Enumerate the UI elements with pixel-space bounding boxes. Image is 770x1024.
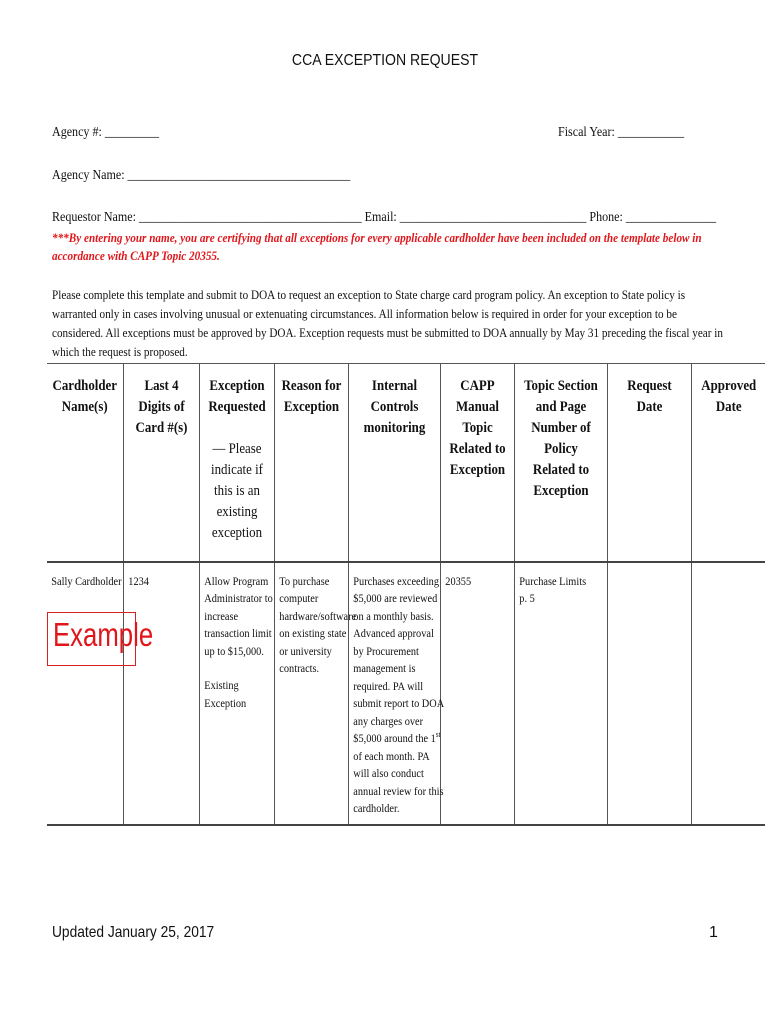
col-header-exception-note: — Please indicate if this is an existing exception [210,441,263,541]
requestor-line[interactable]: Requestor Name: _____________________________________ Email: _______________________________ Phone: _______________ [52,210,717,225]
col-header-topic-section: Topic Section and Page Number of Policy Related to Exception [514,364,607,562]
example-stamp-label: Example [53,616,154,653]
cell-exception[interactable] [199,562,274,825]
cell-approved-date[interactable] [691,562,765,825]
col-header-request-date: Request Date [607,364,691,562]
col-header-approved-date: Approved Date [691,364,765,562]
cell-cardholder[interactable]: Sally Cardholder [47,562,123,825]
topic-section-line2: p. 5 [518,591,535,605]
cell-request-date[interactable] [607,562,691,825]
exception-table [47,363,765,826]
instructions-paragraph: Please complete this template and submit to DOA to request an exception to State charge card program policy. An exception to State policy is warranted only in cases involving unusual or extenuating circumstances. All information below is required in order for your exception to be considered. All exceptions must be approved by DOA. Exception requests must be submitted to DOA annually by May 31 preceding the fiscal year in which the request is proposed. [52,287,723,359]
cell-reason[interactable]: To purchase computer hardware/software on existing state or university contracts. [274,562,348,825]
cell-last4[interactable]: 1234 [123,562,199,825]
table-row [47,562,765,825]
col-header-controls: Internal Controls monitoring [348,364,440,562]
updated-date: Updated January 25, 2017 [52,924,215,941]
col-header-reason: Reason for Exception [274,364,348,562]
page-title: CCA EXCEPTION REQUEST [291,52,479,69]
fiscal-year-field[interactable]: Fiscal Year: ___________ [558,125,685,140]
exception-text: Allow Program Administrator to increase transaction limit up to $15,000. [203,573,273,658]
agency-number-field[interactable]: Agency #: _________ [52,125,160,140]
col-header-exception [199,364,274,562]
col-header-exception-label: Exception Requested [207,378,266,415]
table-header-row [47,364,765,562]
col-header-last4: Last 4 Digits of Card #(s) [123,364,199,562]
col-header-cardholder: Cardholder Name(s) [47,364,123,562]
cell-topic-section[interactable] [514,562,607,825]
agency-name-field[interactable]: Agency Name: _____________________________________ [52,168,351,183]
cell-capp-topic[interactable]: 20355 [440,562,514,825]
controls-superscript: st [435,730,440,739]
page-number: 1 [709,924,718,941]
controls-text-2: of each month. PA will also conduct annual review for this cardholder. [352,748,444,815]
col-header-capp-topic: CAPP Manual Topic Related to Exception [440,364,514,562]
topic-section-line1: Purchase Limits [518,573,586,588]
certification-notice: ***By entering your name, you are certifying that all exceptions for every applicable cardholder have been included on the template below in accordance with CAPP Topic 20355. [52,230,702,263]
exception-note: Existing Exception [203,678,246,710]
controls-text-1: Purchases exceeding $5,000 are reviewed on a monthly basis. Advanced approval by Procurement management is required. PA will submit report to DOA any charges over $5,000 around the 1 [352,573,444,745]
cell-controls[interactable] [348,562,444,825]
